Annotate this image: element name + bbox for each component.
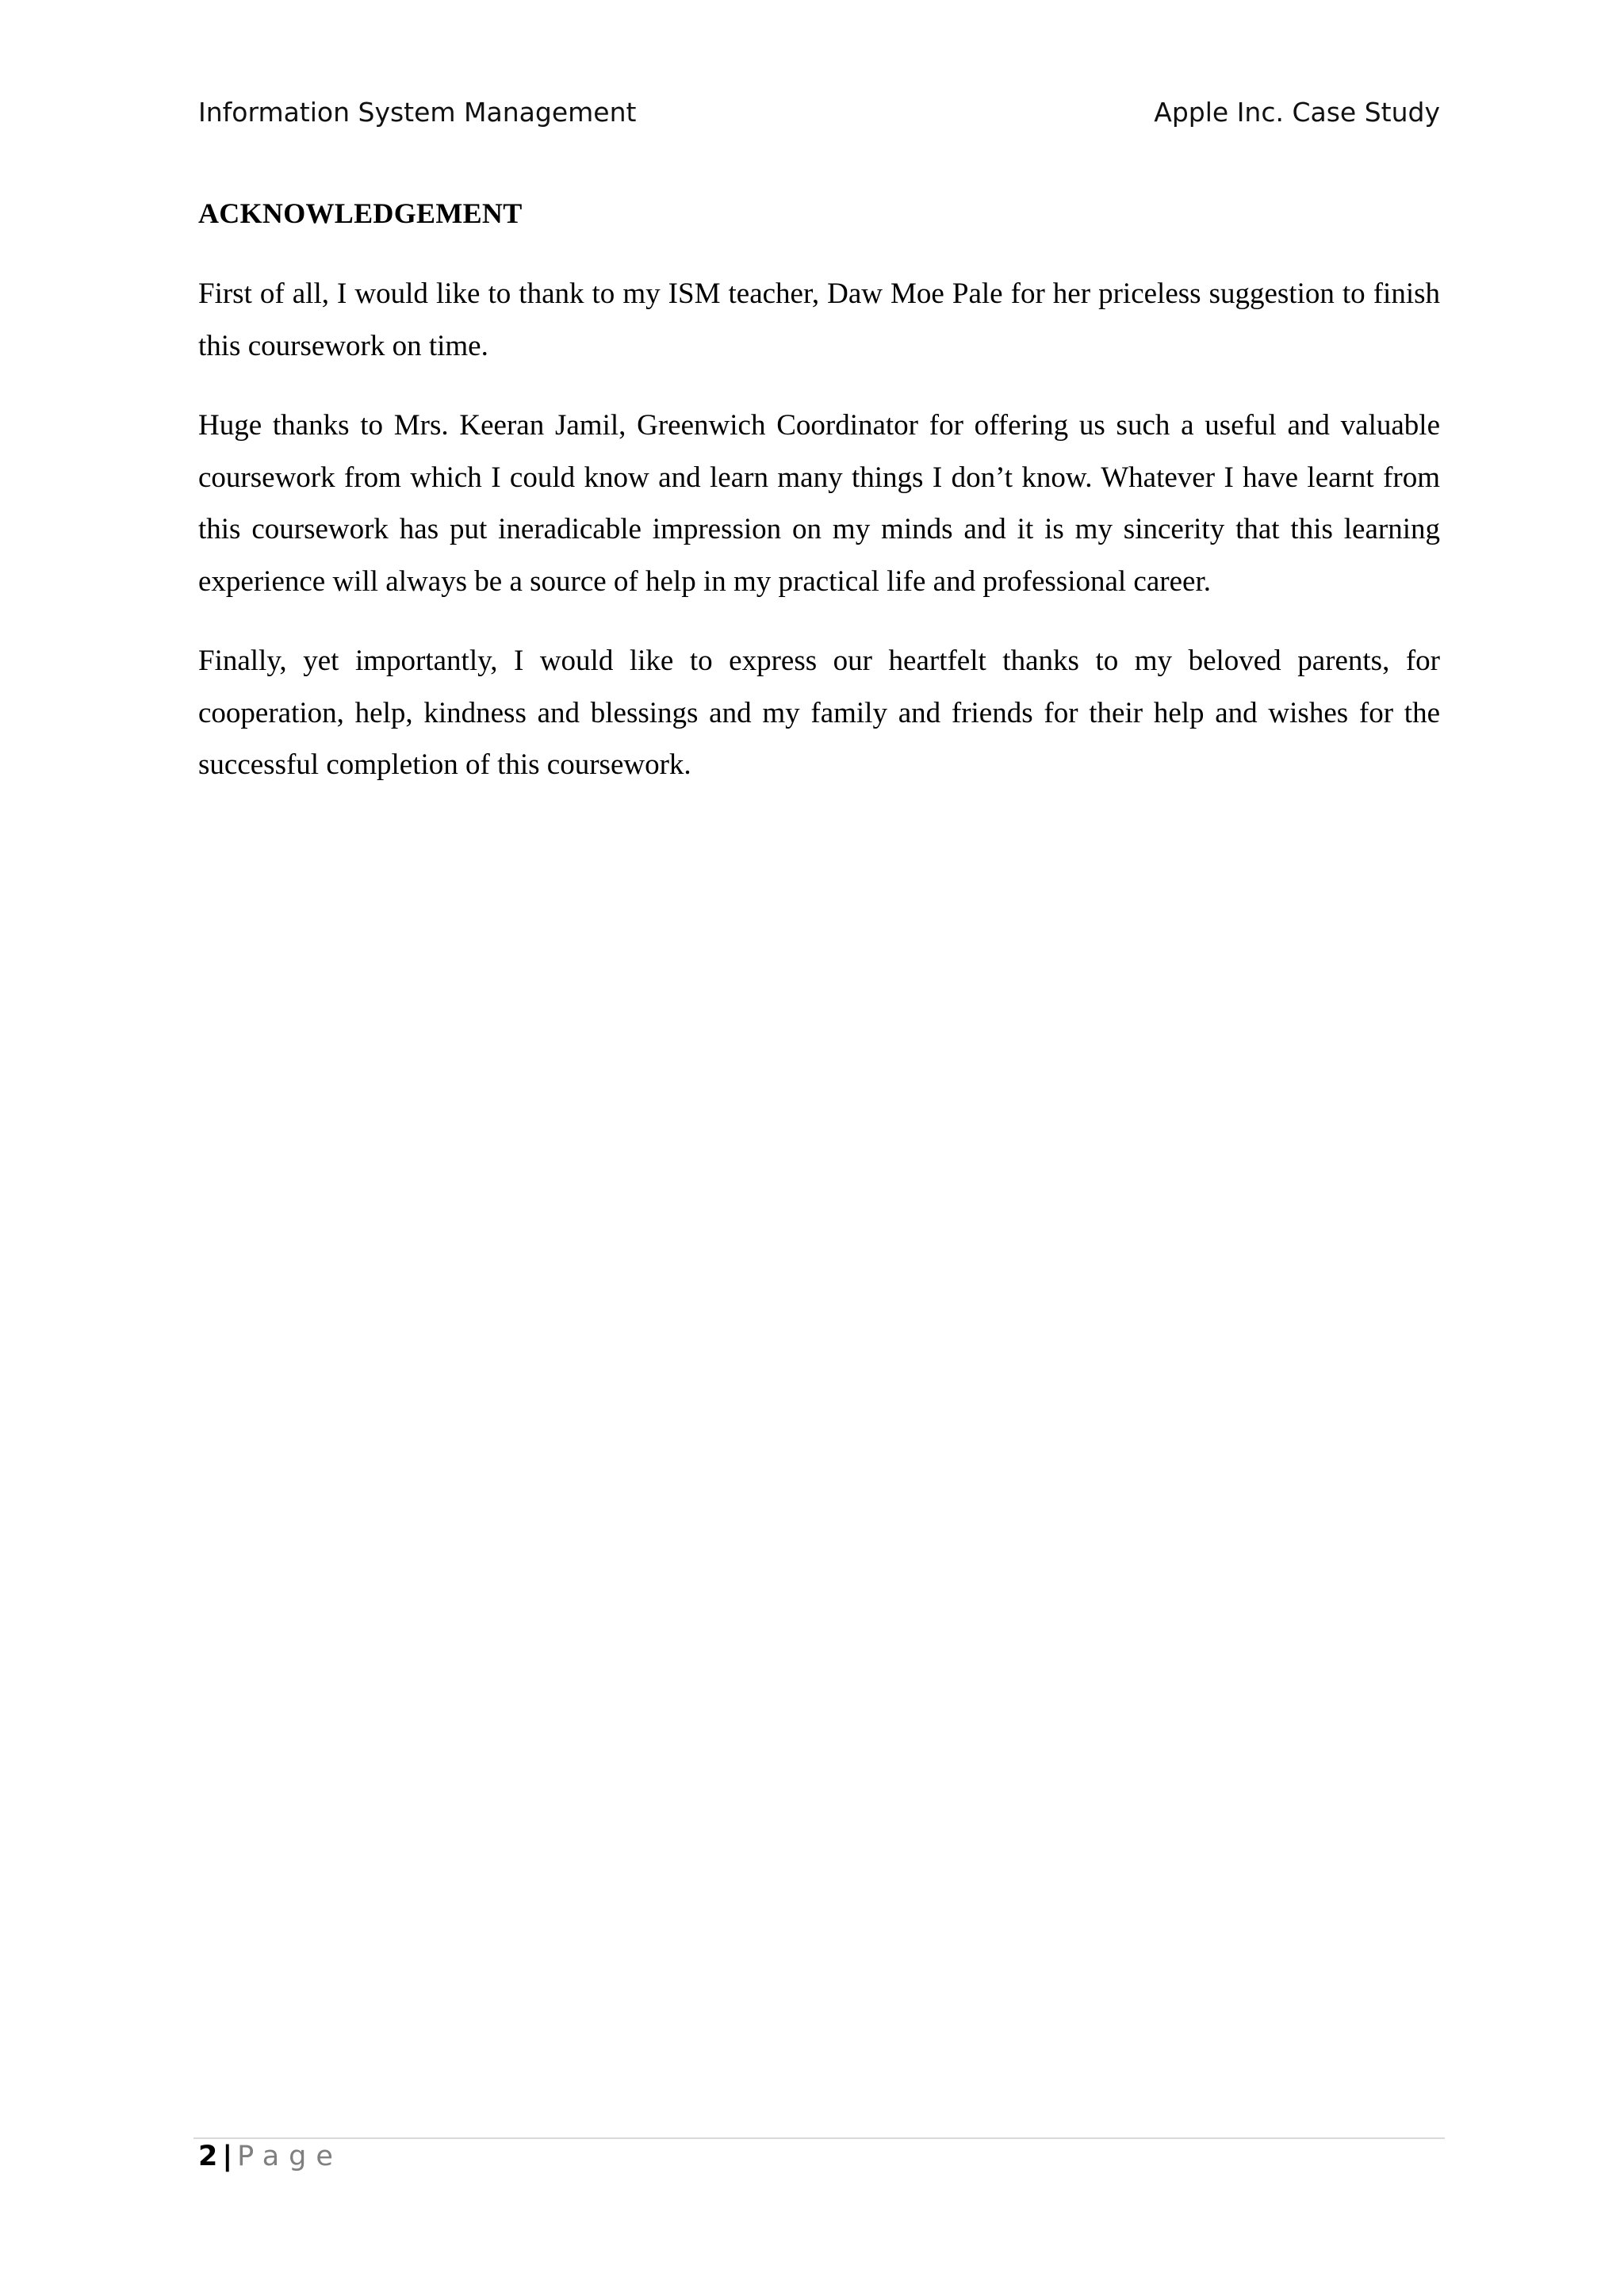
page-separator: | (222, 2141, 233, 2172)
page-number: 2 (198, 2141, 218, 2172)
body-text (198, 268, 1440, 819)
page-header (198, 97, 1440, 136)
header-left-title: Information System Management (198, 97, 637, 128)
footer-divider (193, 2137, 1445, 2139)
page-label: Page (237, 2141, 343, 2172)
section-heading: ACKNOWLEDGEMENT (198, 197, 523, 229)
paragraph: First of all, I would like to thank to my ISM teacher, Daw Moe Pale for her priceless suggestion to finish this coursework on time. (198, 277, 1440, 362)
header-right-title: Apple Inc. Case Study (1154, 97, 1440, 128)
page-footer (198, 2141, 343, 2172)
paragraph: Huge thanks to Mrs. Keeran Jamil, Greenwich Coordinator for offering us such a useful and valuable coursework from which I could know and learn many things I don’t know. Whatever I have learnt from this coursework has put ineradicable impression on my minds and it is my sincerity that this learning experience will always be a source of help in my practical life and professional career. (198, 409, 1440, 598)
paragraph: Finally, yet importantly, I would like to express our heartfelt thanks to my beloved parents, for cooperation, help, kindness and blessings and my family and friends for their help and wishes for the successful completion of this coursework. (198, 645, 1440, 781)
